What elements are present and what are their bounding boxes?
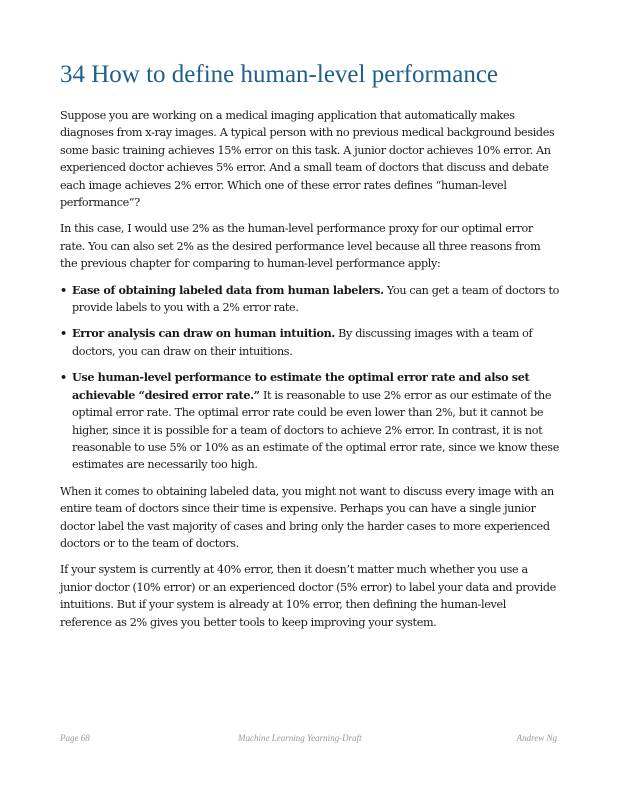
- list-item: [60, 325, 560, 360]
- bullet-icon: •: [60, 282, 67, 297]
- page-footer: [60, 733, 557, 747]
- paragraph-labeling: When it comes to obtaining labeled data, you might not want to discuss every image with an entire team of doctors since their time is expensive. Perhaps you can have a single junior doctor label the vast majority of cases and bring only the harder cases to more experienced doctors or to the team of doctors.: [60, 484, 554, 550]
- list-item: [60, 369, 560, 473]
- reasons-list: [60, 282, 560, 474]
- footer-book-title: Machine Learning Yearning-Draft: [238, 733, 362, 743]
- list-item-heading: Error analysis can draw on human intuition.: [72, 326, 335, 341]
- paragraph-proxy: In this case, I would use 2% as the human-level performance proxy for our optimal error rate. You can also set 2% as the desired performance level because all three reasons from the previous chapter for comparing to human-level performance apply:: [60, 222, 541, 271]
- list-item: [60, 282, 560, 317]
- page-title: 34 How to define human-level performance: [60, 61, 499, 88]
- paragraph-conclusion: If your system is currently at 40% error, then it doesn’t matter much whether you use a junior doctor (10% error) or an experienced doctor (5% error) to label your data and provide intuitions. But if your system is already at 10% error, then defining the human-level reference as 2% gives you better tools to keep improving your system.: [60, 563, 556, 629]
- bullet-icon: •: [60, 370, 67, 385]
- paragraph-intro: Suppose you are working on a medical imaging application that automatically makes diagnoses from x-ray images. A typical person with no previous medical background besides some basic training achieves 15% error on this task. A junior doctor achieves 10% error. An experienced doctor achieves 5% error. And a small team of doctors that discuss and debate each image achieves 2% error. Which one of these error rates defines “human-level performance”?: [60, 109, 555, 210]
- list-item-text: It is reasonable to use 2% error as our estimate of the optimal error rate. The optimal error rate could be even lower than 2%, but it cannot be higher, since it is possible for a team of doctors to achieve 2% error. In contrast, it is not reasonable to use 5% or 10% as an estimate of the optimal error rate, since we know these estimates are necessarily too high.: [72, 388, 559, 472]
- list-item-heading: Ease of obtaining labeled data from human labelers.: [72, 282, 384, 297]
- list-item-text: By discussing images with a team of doctors, you can draw on their intuitions.: [72, 327, 533, 358]
- body-content: [60, 107, 560, 640]
- footer-page-number: Page 68: [60, 733, 90, 743]
- footer-author: Andrew Ng: [516, 733, 557, 743]
- bullet-icon: •: [60, 326, 67, 341]
- list-item-text: You can get a team of doctors to provide labels to you with a 2% error rate.: [72, 283, 560, 315]
- list-item-heading: Use human-level performance to estimate the optimal error rate and also set achievable “desired error rate.”: [72, 370, 530, 402]
